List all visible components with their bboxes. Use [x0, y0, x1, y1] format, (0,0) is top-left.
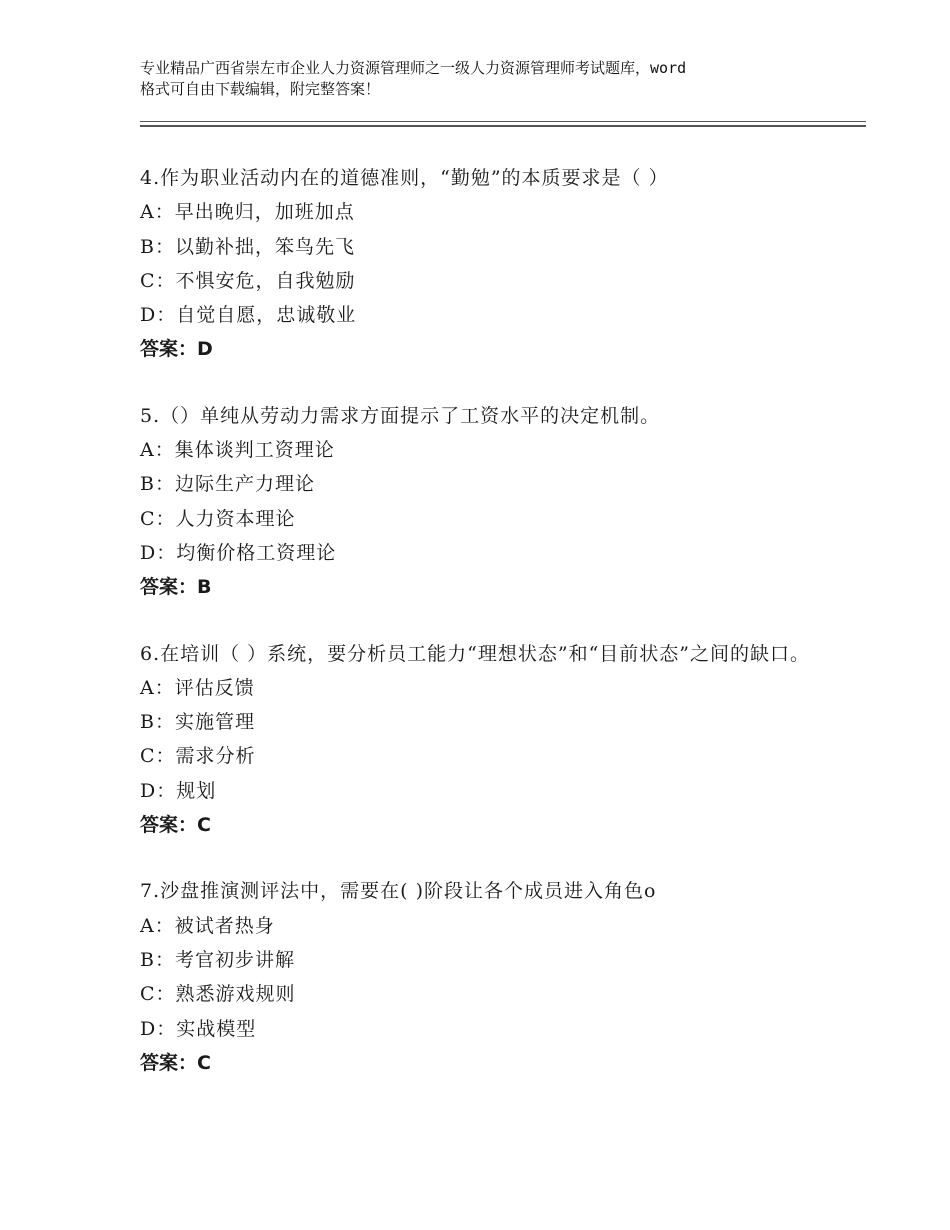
option-a: A：评估反馈	[140, 676, 255, 699]
option-b: B：实施管理	[140, 711, 255, 734]
answer-label: 答案：C	[140, 814, 211, 837]
option-b: B：考官初步讲解	[140, 948, 295, 971]
option-d: D：规划	[140, 779, 217, 802]
question-item	[140, 637, 820, 843]
header-divider-thick	[140, 125, 866, 127]
option-b: B：边际生产力理论	[140, 473, 315, 496]
option-a: A：被试者热身	[140, 914, 275, 937]
answer-label: 答案：C	[140, 1051, 211, 1074]
question-text: 6.在培训（ ）系统，要分析员工能力“理想状态”和“目前状态”之间的缺口。	[140, 642, 811, 665]
header-divider-thin	[140, 121, 866, 122]
option-d: D：均衡价格工资理论	[140, 541, 337, 564]
option-a: A：集体谈判工资理论	[140, 439, 335, 462]
option-c: C：需求分析	[140, 745, 256, 768]
question-text: 4.作为职业活动内在的道德准则，“勤勉”的本质要求是（ ）	[140, 167, 669, 189]
answer-label: 答案：D	[140, 338, 213, 361]
question-text: 7.沙盘推演测评法中，需要在( )阶段让各个成员进入角色o	[140, 880, 657, 903]
question-item	[140, 874, 820, 1080]
option-c: C：人力资本理论	[140, 507, 296, 530]
option-a: A：早出晚归，加班加点	[140, 201, 355, 224]
question-text: 5.（）单纯从劳动力需求方面提示了工资水平的决定机制。	[140, 404, 661, 427]
option-c: C：不惧安危，自我勉励	[140, 269, 356, 292]
question-item	[140, 161, 820, 367]
option-b: B：以勤补拙，笨鸟先飞	[140, 235, 355, 258]
option-c: C：熟悉游戏规则	[140, 983, 296, 1006]
question-list	[140, 161, 820, 1112]
header-line-1: 专业精品广西省崇左市企业人力资源管理师之一级人力资源管理师考试题库，word	[140, 59, 687, 77]
header-line-2: 格式可自由下载编辑，附完整答案！	[140, 80, 381, 98]
answer-label: 答案：B	[140, 576, 212, 599]
question-item	[140, 399, 820, 605]
document-header	[140, 58, 840, 100]
option-d: D：实战模型	[140, 1017, 257, 1040]
option-d: D：自觉自愿，忠诚敬业	[140, 304, 357, 327]
